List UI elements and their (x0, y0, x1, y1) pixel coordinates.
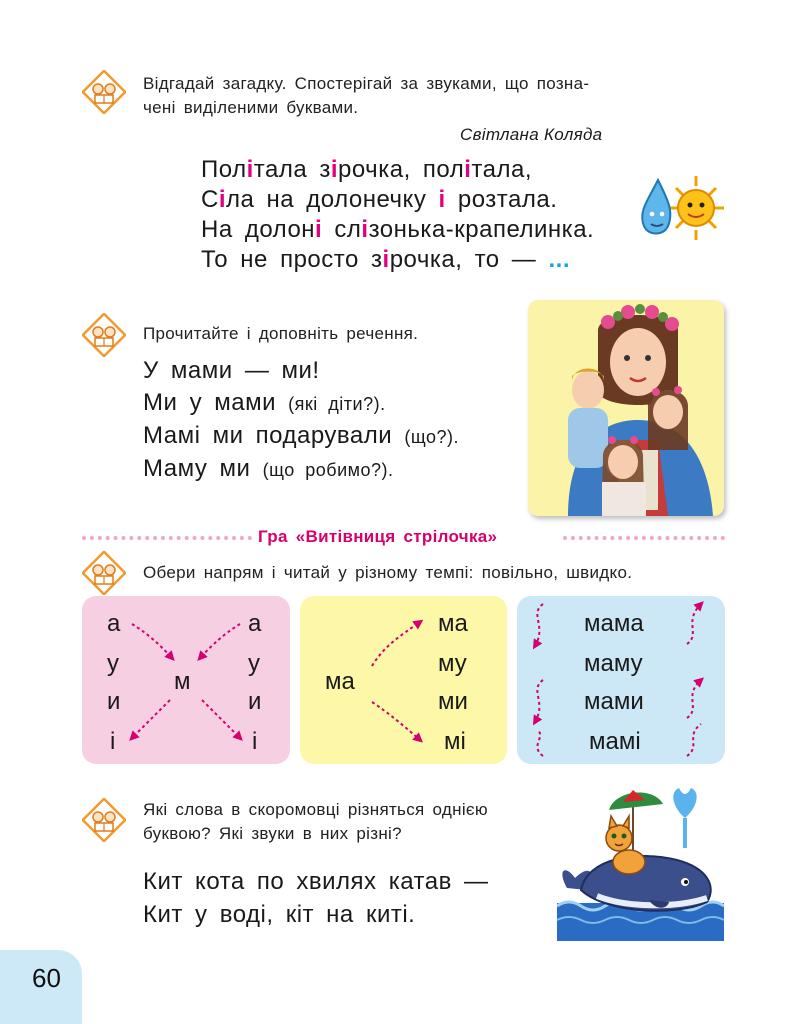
arrow (687, 680, 701, 718)
vowel-right: і (252, 728, 258, 755)
task3-instruction: Які слова в скоромовці різняться однією буквою? Які звуки в них різні? (143, 800, 488, 843)
two-children-reading-icon (82, 313, 126, 357)
vowel-left: і (110, 728, 116, 755)
arrow-tail (537, 730, 543, 756)
panel3-arrows (517, 596, 725, 764)
syllable-panel-vowels (82, 596, 290, 764)
arrow (535, 604, 543, 646)
vowel-right: а (248, 610, 262, 637)
arrow (202, 700, 240, 738)
sentence-list (143, 355, 459, 486)
syllable-start: ма (325, 668, 355, 695)
vowel-left: у (107, 650, 119, 677)
poem-line: Політала зірочка, політала, (201, 156, 532, 183)
syllable-end: му (438, 650, 467, 677)
syllable-end: ми (438, 688, 468, 715)
vowel-right: у (248, 650, 260, 677)
two-children-reading-icon (82, 798, 126, 842)
tongue-twister-line: Кит у воді, кіт на киті. (143, 901, 416, 928)
mother-with-children-illustration (528, 300, 724, 516)
arrow-tail (687, 724, 701, 756)
arrow (372, 622, 420, 666)
word: мами (584, 688, 644, 715)
vowel-left: и (107, 688, 121, 715)
sentence: Мамі ми подарували (що?). (143, 422, 459, 449)
task2-instruction: Прочитайте і доповніть речення. (143, 324, 419, 343)
tongue-twister-line: Кит кота по хвилях катав — (143, 868, 489, 895)
word: мамі (589, 728, 641, 755)
syllable-end: ма (438, 610, 468, 637)
divider-right (563, 536, 725, 540)
game-instruction: Обери напрям і читай у різному темпі: повільно, швидко. (143, 563, 633, 582)
arrow (372, 702, 420, 740)
task1-instruction: Відгадай загадку. Спостерігай за звуками, що позна- чені виділеними буквами. (143, 74, 590, 117)
droplet-and-sun-illustration (638, 172, 728, 244)
sentence: У мами — ми! (143, 357, 320, 384)
poem-author: Світлана Коляда (460, 125, 603, 144)
two-children-reading-icon (82, 551, 126, 595)
poem-line: То не просто зірочка, то — ... (201, 246, 570, 273)
poem-line: Сіла на долонечку і розтала. (201, 186, 558, 213)
panel2-arrows (300, 596, 507, 764)
consonant-center: м (174, 668, 191, 695)
riddle-poem (201, 155, 594, 275)
arrow (132, 700, 170, 738)
arrow (132, 624, 172, 658)
two-children-reading-icon (82, 70, 126, 114)
word: маму (584, 650, 643, 677)
page-number: 60 (0, 950, 82, 1024)
poem-line: На долоні слізонька-крапелинка. (201, 216, 595, 243)
word: мама (584, 610, 644, 637)
syllable-end: мі (444, 728, 466, 755)
vowel-left: а (107, 610, 121, 637)
word-panel-mama (517, 596, 725, 764)
vowel-right: и (248, 688, 262, 715)
sentence: Ми у мами (які діти?). (143, 389, 386, 416)
panel1-arrows (82, 596, 290, 764)
whale-and-cat-illustration (557, 778, 724, 941)
arrow (687, 604, 701, 644)
game-title: Гра «Витівниця стрілочка» (258, 527, 498, 546)
divider-left (82, 536, 252, 540)
arrow (535, 680, 543, 722)
arrow (200, 624, 240, 658)
sentence: Маму ми (що робимо?). (143, 455, 394, 482)
tongue-twister (143, 865, 489, 931)
answer-ellipsis: ... (548, 246, 570, 273)
syllable-panel-ma (300, 596, 507, 764)
